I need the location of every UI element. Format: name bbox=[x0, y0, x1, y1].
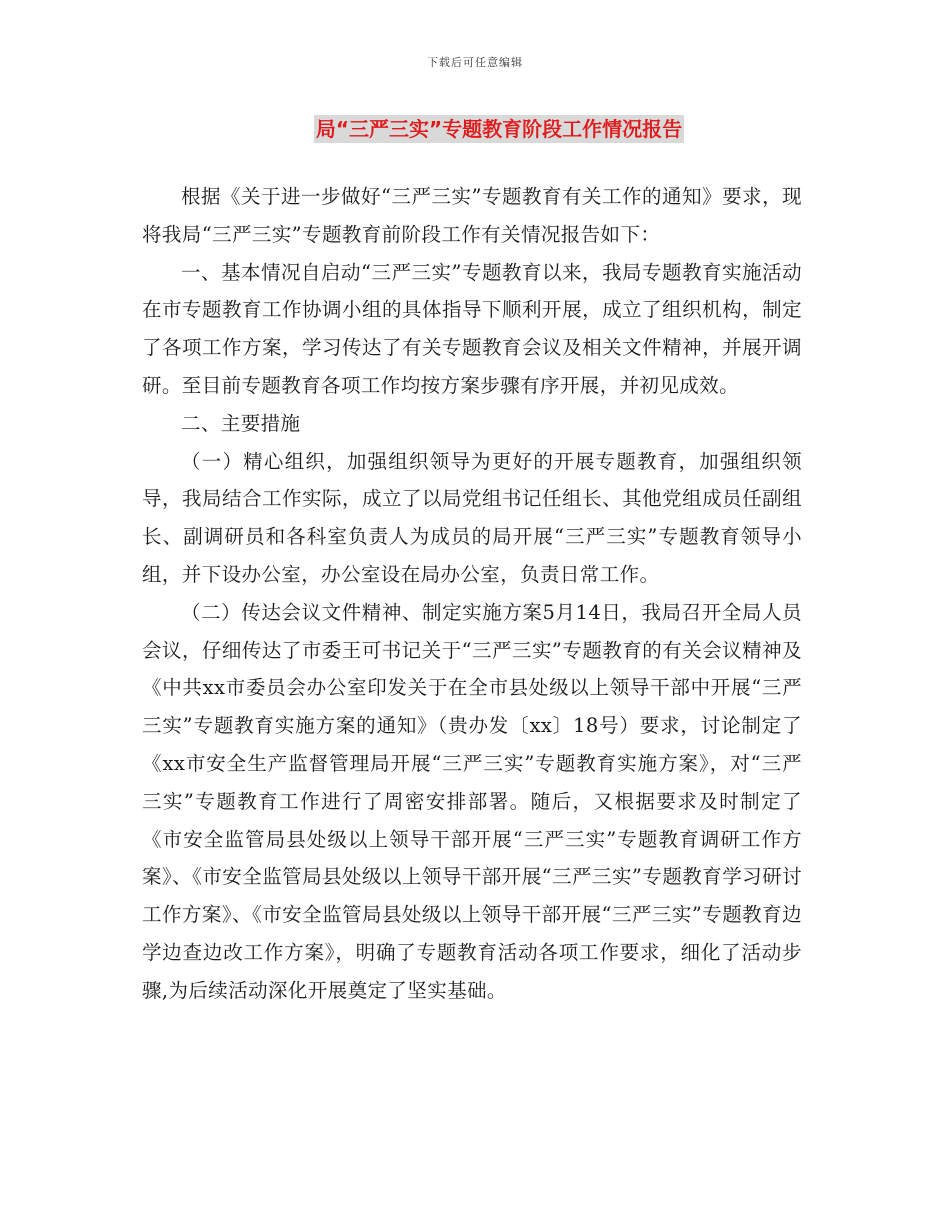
paragraph-basic-situation: 一、基本情况自启动“三严三实”专题教育以来，我局专题教育实施活动在市专题教育工作协调小组的具体指导下顺利开展，成立了组织机构，制定了各项工作方案，学习传达了有关专题教育会议及相关文件精神，并展开调研。至目前专题教育各项工作均按方案步骤有序开展，并初见成效。 bbox=[142, 260, 802, 397]
paragraph-measure-two: （二）传达会议文件精神、制定实施方案5月14日，我局召开全局人员会议，仔细传达了市委王可书记关于“三严三实”专题教育的有关会议精神及《中共xx市委员会办公室印发关于在全市县处级以上领导干部中开展“三严三实”专题教育实施方案的通知》（贵办发〔xx〕18号）要求，讨论制定了《xx市安全生产监督管理局开展“三严三实”专题教育实施方案》，对“三严三实”专题教育工作进行了周密安排部署。随后，又根据要求及时制定了《市安全监管局县处级以上领导干部开展“三严三实”专题教育调研工作方案》、《市安全监管局县处级以上领导干部开展“三严三实”专题教育学习研讨工作方案》、《市安全监管局县处级以上领导干部开展“三严三实”专题教育边学边查边改工作方案》，明确了专题教育活动各项工作要求，细化了活动步骤,为后续活动深化开展奠定了坚实基础。 bbox=[142, 600, 802, 1002]
document-title: 局“三严三实”专题教育阶段工作情况报告 bbox=[315, 117, 683, 141]
paragraph-intro: 根据《关于进一步做好“三严三实”专题教育有关工作的通知》要求，现将我局“三严三实”专题教育前阶段工作有关情况报告如下： bbox=[142, 185, 802, 246]
title-container bbox=[0, 115, 950, 143]
header-note: 下载后可任意编辑 bbox=[427, 56, 523, 69]
paragraph-measure-one: （一）精心组织，加强组织领导为更好的开展专题教育，加强组织领导，我局结合工作实际，成立了以局党组书记任组长、其他党组成员任副组长、副调研员和各科室负责人为成员的局开展“三严三实”专题教育领导小组，并下设办公室，办公室设在局办公室，负责日常工作。 bbox=[142, 449, 802, 586]
document-body bbox=[142, 178, 802, 1010]
paragraph-main-measures-heading: 二、主要措施 bbox=[181, 411, 301, 435]
